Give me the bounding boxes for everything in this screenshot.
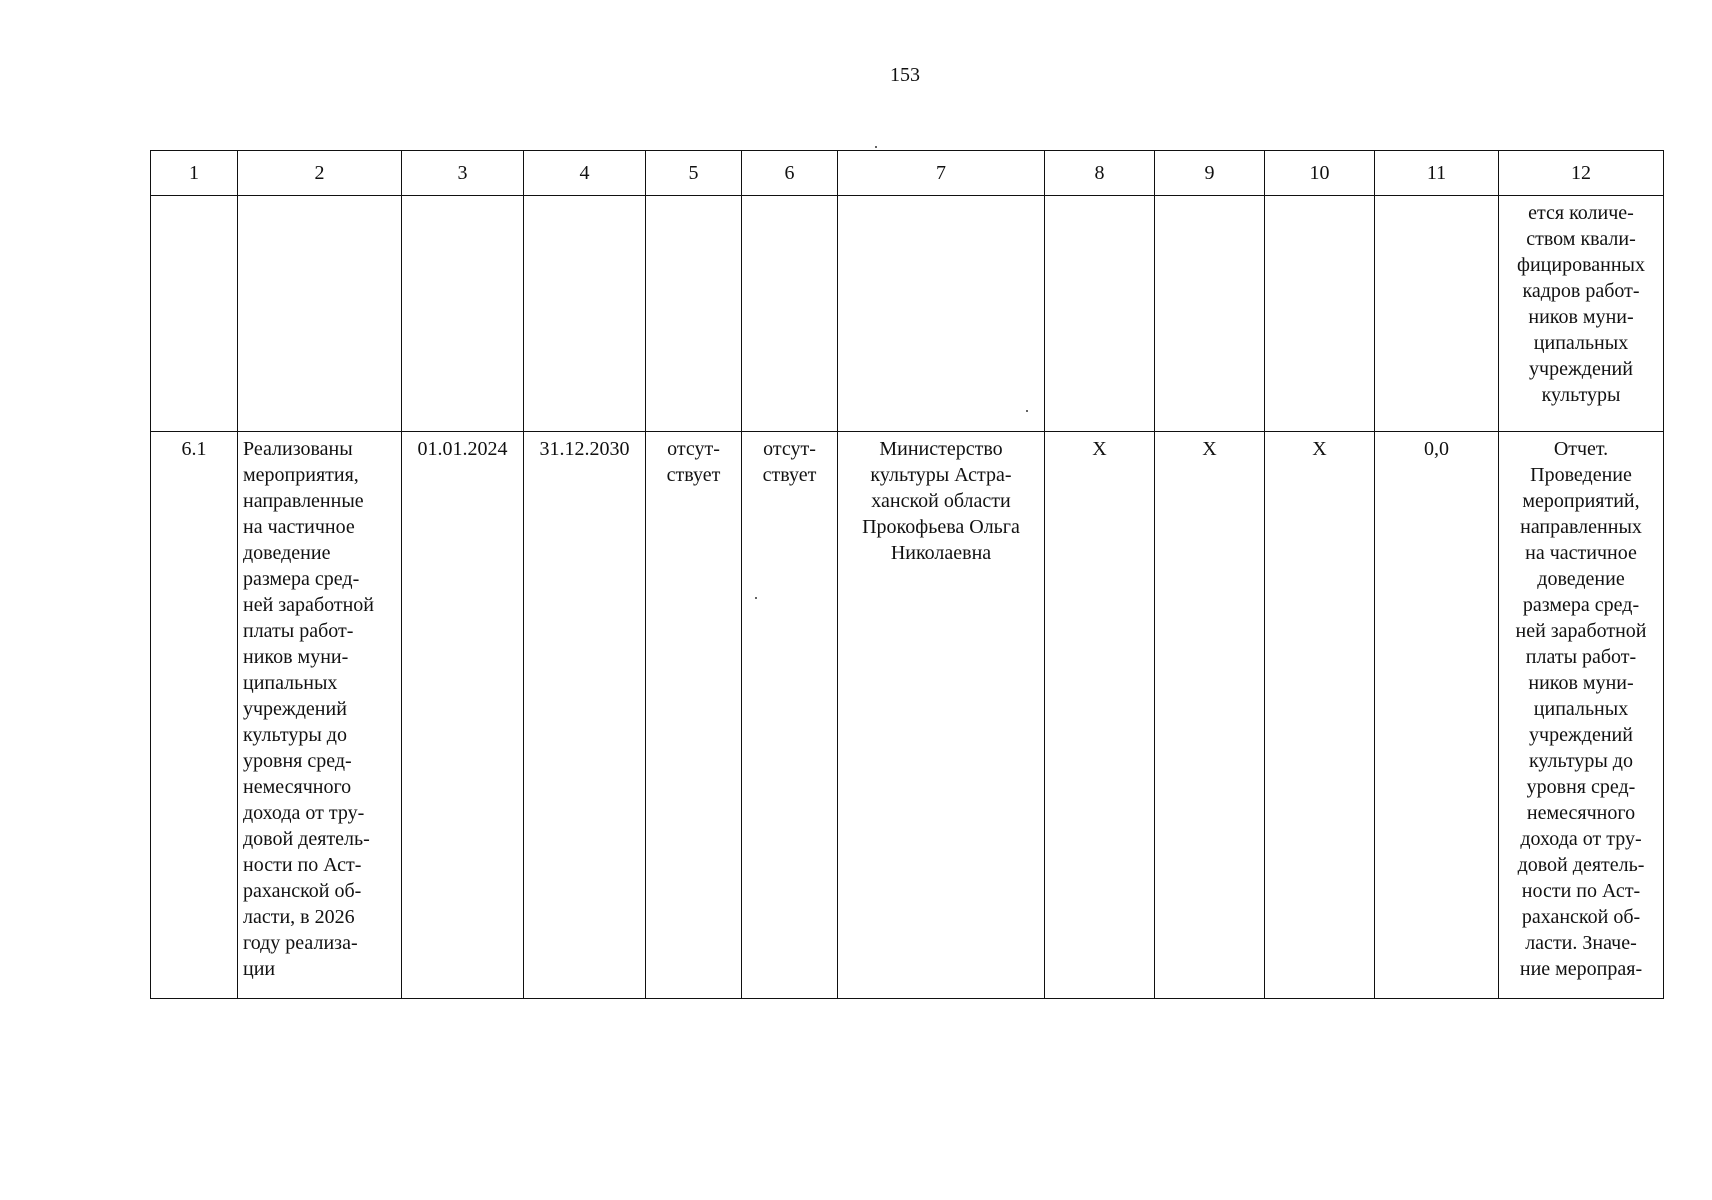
cont-cell-2 bbox=[238, 196, 402, 432]
cont-cell-8 bbox=[1045, 196, 1155, 432]
text-line: размера сред- bbox=[1522, 594, 1640, 616]
text-line: Прокофьева Ольга bbox=[862, 516, 1020, 538]
text-line: уровня сред- bbox=[243, 750, 352, 772]
page-number: 153 bbox=[890, 64, 920, 86]
text-line: фицированных bbox=[1517, 254, 1645, 276]
text-line: ласти, в 2026 bbox=[243, 906, 355, 928]
cont-cell-7 bbox=[838, 196, 1045, 432]
text-line: культуры до bbox=[1529, 750, 1633, 772]
text-line: Реализованы bbox=[243, 438, 353, 460]
text-line: культуры bbox=[1541, 384, 1621, 406]
text-line: ников муни- bbox=[1528, 306, 1634, 328]
text-line: ней заработной bbox=[243, 594, 374, 616]
text-line: Министерство bbox=[879, 438, 1003, 460]
start-date: 01.01.2024 bbox=[402, 432, 524, 999]
text-line: ством квали- bbox=[1526, 228, 1636, 250]
text-line: ется количе- bbox=[1528, 202, 1634, 224]
header-cell-9: 9 bbox=[1155, 151, 1265, 196]
text-line: ханской области bbox=[871, 490, 1011, 512]
scan-speck bbox=[755, 597, 757, 599]
col10-value: X bbox=[1265, 432, 1375, 999]
text-line: размера сред- bbox=[243, 568, 360, 590]
text-line: ние меропрая- bbox=[1519, 958, 1643, 980]
report-description bbox=[1499, 432, 1664, 999]
text-line: дохода от тру- bbox=[1520, 828, 1642, 850]
text-line: дохода от тру- bbox=[243, 802, 365, 824]
header-cell-5: 5 bbox=[646, 151, 742, 196]
header-cell-6: 6 bbox=[742, 151, 838, 196]
text-line: довой деятель- bbox=[243, 828, 370, 850]
text-line: раханской об- bbox=[1521, 906, 1641, 928]
text-line: уровня сред- bbox=[1526, 776, 1636, 798]
text-line: немесячного bbox=[1526, 802, 1636, 824]
header-cell-7: 7 bbox=[838, 151, 1045, 196]
text-line: Отчет. bbox=[1553, 438, 1609, 460]
text-line: ников муни- bbox=[1528, 672, 1634, 694]
row-number: 6.1 bbox=[151, 432, 238, 999]
text-line: платы работ- bbox=[1525, 646, 1637, 668]
text-line: отсут- bbox=[667, 438, 720, 460]
text-line: ней заработной bbox=[1515, 620, 1647, 642]
scan-speck bbox=[1026, 410, 1028, 412]
text-line: направленные bbox=[243, 490, 364, 512]
cont-cell-9 bbox=[1155, 196, 1265, 432]
text-line: культуры до bbox=[243, 724, 347, 746]
activities-table bbox=[150, 150, 1664, 999]
responsible-executor bbox=[838, 432, 1045, 999]
text-line: ципальных bbox=[243, 672, 338, 694]
table-row-6-1 bbox=[151, 432, 1664, 999]
text-line: году реализа- bbox=[243, 932, 358, 954]
text-line: ствует bbox=[666, 464, 721, 486]
cont-cell-11 bbox=[1375, 196, 1499, 432]
col9-value: X bbox=[1155, 432, 1265, 999]
text-line: немесячного bbox=[243, 776, 352, 798]
text-line: ствует bbox=[762, 464, 817, 486]
col5-value bbox=[646, 432, 742, 999]
scan-speck bbox=[875, 146, 877, 148]
text-line: культуры Астра- bbox=[870, 464, 1012, 486]
header-cell-2: 2 bbox=[238, 151, 402, 196]
text-line: ников муни- bbox=[243, 646, 349, 668]
cont-cell-12 bbox=[1499, 196, 1664, 432]
text-line: ности по Аст- bbox=[243, 854, 362, 876]
text-line: ласти. Значе- bbox=[1525, 932, 1637, 954]
continuation-row bbox=[151, 196, 1664, 432]
header-cell-12: 12 bbox=[1499, 151, 1664, 196]
text-line: на частичное bbox=[1525, 542, 1637, 564]
header-cell-11: 11 bbox=[1375, 151, 1499, 196]
text-line: ципальных bbox=[1533, 332, 1629, 354]
text-line: платы работ- bbox=[243, 620, 354, 642]
cont-cell-10 bbox=[1265, 196, 1375, 432]
text-line: Николаевна bbox=[890, 542, 992, 564]
text-line: доведение bbox=[243, 542, 331, 564]
header-cell-4: 4 bbox=[524, 151, 646, 196]
text-line: отсут- bbox=[763, 438, 816, 460]
text-line: учреждений bbox=[1529, 358, 1633, 380]
header-cell-3: 3 bbox=[402, 151, 524, 196]
col6-value bbox=[742, 432, 838, 999]
cont-cell-3 bbox=[402, 196, 524, 432]
cont-cell-5 bbox=[646, 196, 742, 432]
text-line: мероприятия, bbox=[243, 464, 359, 486]
text-line: ции bbox=[243, 958, 276, 980]
header-cell-10: 10 bbox=[1265, 151, 1375, 196]
text-line: мероприятий, bbox=[1522, 490, 1640, 512]
header-cell-1: 1 bbox=[151, 151, 238, 196]
text-line: Проведение bbox=[1530, 464, 1632, 486]
activity-description bbox=[238, 432, 402, 999]
text-line: на частичное bbox=[243, 516, 355, 538]
text-line: направленных bbox=[1520, 516, 1642, 538]
text-line: доведение bbox=[1537, 568, 1625, 590]
col11-value: 0,0 bbox=[1375, 432, 1499, 999]
text-line: раханской об- bbox=[243, 880, 362, 902]
header-row bbox=[151, 151, 1664, 196]
text-line: кадров работ- bbox=[1522, 280, 1640, 302]
text-line: довой деятель- bbox=[1517, 854, 1645, 876]
text-line: учреждений bbox=[243, 698, 347, 720]
end-date: 31.12.2030 bbox=[524, 432, 646, 999]
cont-cell-6 bbox=[742, 196, 838, 432]
header-cell-8: 8 bbox=[1045, 151, 1155, 196]
cont-cell-4 bbox=[524, 196, 646, 432]
text-line: ности по Аст- bbox=[1521, 880, 1641, 902]
text-line: учреждений bbox=[1529, 724, 1633, 746]
text-line: ципальных bbox=[1533, 698, 1629, 720]
col8-value: X bbox=[1045, 432, 1155, 999]
cont-cell-1 bbox=[151, 196, 238, 432]
